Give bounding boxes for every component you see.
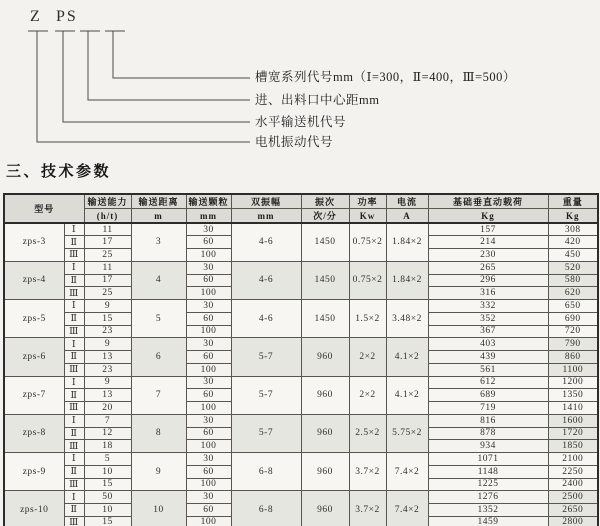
weight-cell: 1200 (548, 376, 598, 389)
frequency-cell: 960 (301, 414, 349, 452)
amplitude-cell: 5-7 (231, 338, 301, 376)
subrow-label-cell: Ⅱ (64, 274, 84, 287)
current-cell: 1.84×2 (386, 223, 428, 261)
weight-cell: 520 (548, 261, 598, 274)
col-unit-particle: mm (186, 209, 231, 224)
current-cell: 1.84×2 (386, 261, 428, 299)
particle-cell: 60 (186, 312, 231, 325)
model-cell: zps-3 (4, 223, 64, 261)
capacity-cell: 7 (84, 414, 131, 427)
model-cell: zps-4 (4, 261, 64, 299)
capacity-cell: 9 (84, 338, 131, 351)
subrow-label-cell: Ⅰ (64, 338, 84, 351)
col-unit-weight: Kg (548, 209, 598, 224)
weight-cell: 2400 (548, 478, 598, 491)
subrow-label-cell: Ⅱ (64, 465, 84, 478)
col-unit-current: A (386, 209, 428, 224)
particle-cell: 30 (186, 491, 231, 504)
capacity-cell: 17 (84, 274, 131, 287)
subrow-label-cell: Ⅲ (64, 363, 84, 376)
particle-cell: 30 (186, 376, 231, 389)
current-cell: 5.75×2 (386, 414, 428, 452)
callout-label-motor-vibration: 电机振动代号 (255, 135, 334, 149)
model-cell: zps-8 (4, 414, 64, 452)
subrow-label-cell: Ⅱ (64, 427, 84, 440)
subrow-label-cell: Ⅲ (64, 325, 84, 338)
weight-cell: 2100 (548, 453, 598, 466)
capacity-cell: 25 (84, 249, 131, 262)
table-row (4, 453, 598, 466)
weight-cell: 1100 (548, 363, 598, 376)
particle-cell: 100 (186, 478, 231, 491)
load-cell: 316 (428, 287, 548, 300)
col-unit-capacity: (h/t) (84, 209, 131, 224)
frequency-cell: 960 (301, 491, 349, 526)
col-unit-load: Kg (428, 209, 548, 224)
weight-cell: 650 (548, 300, 598, 313)
load-cell: 157 (428, 223, 548, 236)
col-unit-distance: m (131, 209, 186, 224)
particle-cell: 30 (186, 261, 231, 274)
amplitude-cell: 5-7 (231, 376, 301, 414)
particle-cell: 30 (186, 414, 231, 427)
power-cell: 3.7×2 (349, 453, 386, 491)
current-cell: 3.48×2 (386, 300, 428, 338)
load-cell: 1071 (428, 453, 548, 466)
amplitude-cell: 6-8 (231, 453, 301, 491)
callout-label-port-center-distance: 进、出料口中心距mm (255, 93, 380, 107)
capacity-cell: 23 (84, 363, 131, 376)
particle-cell: 100 (186, 249, 231, 262)
capacity-cell: 23 (84, 325, 131, 338)
subrow-label-cell: Ⅰ (64, 261, 84, 274)
model-cell: zps-7 (4, 376, 64, 414)
distance-cell: 5 (131, 300, 186, 338)
power-cell: 0.75×2 (349, 261, 386, 299)
subrow-label-cell: Ⅲ (64, 249, 84, 262)
capacity-cell: 17 (84, 236, 131, 249)
col-header-weight: 重量 (548, 194, 598, 209)
load-cell: 1225 (428, 478, 548, 491)
load-cell: 561 (428, 363, 548, 376)
model-cell: zps-5 (4, 300, 64, 338)
table-row (4, 223, 598, 236)
load-cell: 403 (428, 338, 548, 351)
particle-cell: 60 (186, 389, 231, 402)
load-cell: 214 (428, 236, 548, 249)
load-cell: 878 (428, 427, 548, 440)
capacity-cell: 5 (84, 453, 131, 466)
weight-cell: 620 (548, 287, 598, 300)
capacity-cell: 15 (84, 478, 131, 491)
weight-cell: 580 (548, 274, 598, 287)
col-unit-frequency: 次/分 (301, 209, 349, 224)
load-cell: 439 (428, 351, 548, 364)
load-cell: 1352 (428, 504, 548, 517)
weight-cell: 2250 (548, 465, 598, 478)
subrow-label-cell: Ⅲ (64, 516, 84, 526)
particle-cell: 60 (186, 504, 231, 517)
callout-label-horizontal-conveyor: 水平输送机代号 (255, 115, 347, 129)
capacity-cell: 15 (84, 312, 131, 325)
frequency-cell: 1450 (301, 223, 349, 261)
particle-cell: 100 (186, 363, 231, 376)
load-cell: 934 (428, 440, 548, 453)
weight-cell: 690 (548, 312, 598, 325)
capacity-cell: 11 (84, 261, 131, 274)
capacity-cell: 9 (84, 300, 131, 313)
current-cell: 4.1×2 (386, 376, 428, 414)
load-cell: 1276 (428, 491, 548, 504)
particle-cell: 100 (186, 402, 231, 415)
capacity-cell: 18 (84, 440, 131, 453)
power-cell: 2×2 (349, 338, 386, 376)
load-cell: 296 (428, 274, 548, 287)
table-header (4, 194, 598, 223)
load-cell: 332 (428, 300, 548, 313)
particle-cell: 30 (186, 338, 231, 351)
particle-cell: 100 (186, 325, 231, 338)
load-cell: 367 (428, 325, 548, 338)
params-table-body (4, 223, 598, 526)
table-row (4, 300, 598, 313)
capacity-cell: 50 (84, 491, 131, 504)
capacity-cell: 25 (84, 287, 131, 300)
particle-cell: 30 (186, 453, 231, 466)
capacity-cell: 13 (84, 351, 131, 364)
load-cell: 1148 (428, 465, 548, 478)
capacity-cell: 11 (84, 223, 131, 236)
load-cell: 689 (428, 389, 548, 402)
weight-cell: 1850 (548, 440, 598, 453)
frequency-cell: 960 (301, 453, 349, 491)
load-cell: 1459 (428, 516, 548, 526)
subrow-label-cell: Ⅰ (64, 453, 84, 466)
particle-cell: 60 (186, 427, 231, 440)
distance-cell: 8 (131, 414, 186, 452)
distance-cell: 9 (131, 453, 186, 491)
subrow-label-cell: Ⅰ (64, 376, 84, 389)
col-header-frequency: 振次 (301, 194, 349, 209)
weight-cell: 1720 (548, 427, 598, 440)
weight-cell: 2800 (548, 516, 598, 526)
capacity-cell: 20 (84, 402, 131, 415)
col-header-power: 功率 (349, 194, 386, 209)
weight-cell: 2500 (548, 491, 598, 504)
distance-cell: 10 (131, 491, 186, 526)
current-cell: 7.4×2 (386, 491, 428, 526)
callout-label-trough-width: 槽宽系列代号mm（Ⅰ=300，Ⅱ=400，Ⅲ=500） (255, 70, 516, 84)
table-row (4, 491, 598, 504)
subrow-label-cell: Ⅱ (64, 504, 84, 517)
load-cell: 352 (428, 312, 548, 325)
col-unit-power: Kw (349, 209, 386, 224)
amplitude-cell: 4-6 (231, 300, 301, 338)
col-unit-amplitude: mm (231, 209, 301, 224)
load-cell: 265 (428, 261, 548, 274)
technical-parameters-table (3, 193, 599, 526)
particle-cell: 30 (186, 300, 231, 313)
subrow-label-cell: Ⅰ (64, 300, 84, 313)
col-header-distance: 输送距离 (131, 194, 186, 209)
particle-cell: 30 (186, 223, 231, 236)
table-row (4, 414, 598, 427)
subrow-label-cell: Ⅱ (64, 236, 84, 249)
subrow-label-cell: Ⅲ (64, 440, 84, 453)
subrow-label-cell: Ⅲ (64, 478, 84, 491)
frequency-cell: 960 (301, 338, 349, 376)
amplitude-cell: 4-6 (231, 261, 301, 299)
model-code-ps: PS (56, 8, 78, 25)
weight-cell: 1410 (548, 402, 598, 415)
particle-cell: 100 (186, 287, 231, 300)
weight-cell: 2650 (548, 504, 598, 517)
particle-cell: 60 (186, 351, 231, 364)
weight-cell: 1350 (548, 389, 598, 402)
col-header-load: 基础垂直动载荷 (428, 194, 548, 209)
weight-cell: 420 (548, 236, 598, 249)
weight-cell: 860 (548, 351, 598, 364)
weight-cell: 1600 (548, 414, 598, 427)
particle-cell: 60 (186, 236, 231, 249)
table-row (4, 376, 598, 389)
col-header-amplitude: 双振幅 (231, 194, 301, 209)
distance-cell: 6 (131, 338, 186, 376)
current-cell: 7.4×2 (386, 453, 428, 491)
power-cell: 1.5×2 (349, 300, 386, 338)
capacity-cell: 10 (84, 504, 131, 517)
subrow-label-cell: Ⅱ (64, 312, 84, 325)
particle-cell: 60 (186, 465, 231, 478)
load-cell: 230 (428, 249, 548, 262)
subrow-label-cell: Ⅰ (64, 223, 84, 236)
load-cell: 612 (428, 376, 548, 389)
load-cell: 816 (428, 414, 548, 427)
weight-cell: 308 (548, 223, 598, 236)
col-header-capacity: 输送能力 (84, 194, 131, 209)
power-cell: 2.5×2 (349, 414, 386, 452)
subrow-label-cell: Ⅱ (64, 389, 84, 402)
col-header-model: 型号 (4, 194, 84, 223)
distance-cell: 4 (131, 261, 186, 299)
power-cell: 0.75×2 (349, 223, 386, 261)
power-cell: 3.7×2 (349, 491, 386, 526)
capacity-cell: 13 (84, 389, 131, 402)
model-cell: zps-9 (4, 453, 64, 491)
model-cell: zps-10 (4, 491, 64, 526)
particle-cell: 100 (186, 516, 231, 526)
capacity-cell: 12 (84, 427, 131, 440)
subrow-label-cell: Ⅲ (64, 402, 84, 415)
weight-cell: 720 (548, 325, 598, 338)
weight-cell: 450 (548, 249, 598, 262)
frequency-cell: 960 (301, 376, 349, 414)
table-row (4, 338, 598, 351)
col-header-particle: 输送颗粒 (186, 194, 231, 209)
frequency-cell: 1450 (301, 261, 349, 299)
particle-cell: 60 (186, 274, 231, 287)
capacity-cell: 15 (84, 516, 131, 526)
amplitude-cell: 5-7 (231, 414, 301, 452)
current-cell: 4.1×2 (386, 338, 428, 376)
load-cell: 719 (428, 402, 548, 415)
distance-cell: 3 (131, 223, 186, 261)
capacity-cell: 9 (84, 376, 131, 389)
subrow-label-cell: Ⅲ (64, 287, 84, 300)
subrow-label-cell: Ⅰ (64, 414, 84, 427)
model-cell: zps-6 (4, 338, 64, 376)
section-heading: 三、技术参数 (6, 163, 112, 180)
model-code-z: Z (30, 8, 42, 25)
subrow-label-cell: Ⅱ (64, 351, 84, 364)
subrow-label-cell: Ⅰ (64, 491, 84, 504)
col-header-current: 电流 (386, 194, 428, 209)
capacity-cell: 10 (84, 465, 131, 478)
power-cell: 2×2 (349, 376, 386, 414)
weight-cell: 790 (548, 338, 598, 351)
distance-cell: 7 (131, 376, 186, 414)
table-row (4, 261, 598, 274)
particle-cell: 100 (186, 440, 231, 453)
amplitude-cell: 4-6 (231, 223, 301, 261)
amplitude-cell: 6-8 (231, 491, 301, 526)
frequency-cell: 1450 (301, 300, 349, 338)
